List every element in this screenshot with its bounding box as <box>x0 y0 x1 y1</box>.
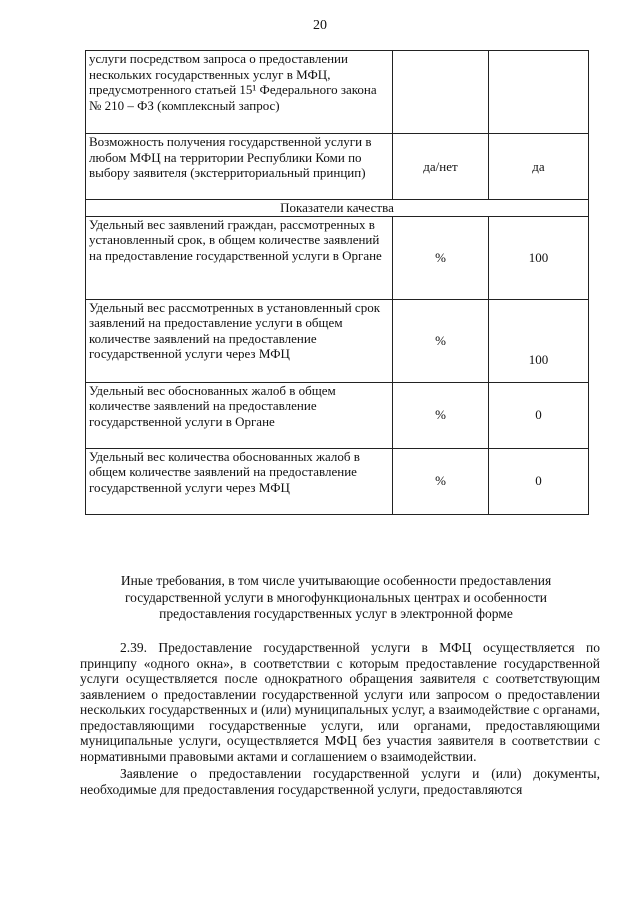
indicators-table <box>85 50 589 515</box>
indicator-cell: Удельный вес обоснованных жалоб в общем количестве заявлений на предоставление государственной услуги в Органе <box>86 382 393 448</box>
unit-cell: % <box>393 382 489 448</box>
value-cell: 100 <box>489 216 589 299</box>
value-cell: 0 <box>489 382 589 448</box>
indicator-cell: Возможность получения государственной услуги в любом МФЦ на территории Республики Коми по выбору заявителя (экстерриториальный принцип) <box>86 134 393 200</box>
paragraph: 2.39. Предоставление государственной услуги в МФЦ осуществляется по принципу «одного окна», в соответствии с которым предоставление государственной услуги осуществляется после однократного обращения заявителя с соответствующим заявлением о предоставлении государственной услуги или запросом о предоставлении нескольких государственных и (или) муниципальных услуг, а взаимодействие с органами, предоставляющими государственные услуги, или органами, предоставляющими муниципальные услуги, осуществляется МФЦ без участия заявителя в соответствии с нормативными правовыми актами и соглашением о взаимодействии. <box>80 640 600 764</box>
unit-cell: % <box>393 216 489 299</box>
table-row <box>86 51 589 134</box>
table-row <box>86 216 589 299</box>
unit-cell <box>393 51 489 134</box>
unit-cell: % <box>393 448 489 514</box>
table-row <box>86 134 589 200</box>
indicator-cell: Удельный вес количества обоснованных жалоб в общем количестве заявлений на предоставление государственной услуги через МФЦ <box>86 448 393 514</box>
section-row <box>86 200 589 217</box>
unit-cell: да/нет <box>393 134 489 200</box>
table-row <box>86 448 589 514</box>
paragraph: Заявление о предоставлении государственной услуги и (или) документы, необходимые для предоставления государственной услуги, предоставляются <box>80 766 600 797</box>
value-cell <box>489 51 589 134</box>
indicator-cell: услуги посредством запроса о предоставлении нескольких государственных услуг в МФЦ, предусмотренного статьей 15¹ Федерального закона № 210 – ФЗ (комплексный запрос) <box>86 51 393 134</box>
value-cell: да <box>489 134 589 200</box>
table-row <box>86 299 589 382</box>
body-text <box>80 640 600 797</box>
indicator-cell: Удельный вес заявлений граждан, рассмотренных в установленный срок, в общем количестве заявлений на предоставление государственной услуги в Органе <box>86 216 393 299</box>
value-cell: 0 <box>489 448 589 514</box>
section-heading: Иные требования, в том числе учитывающие особенности предоставления государственной услуги в многофункциональных центрах и особенности предоставления государственных услуг в электронной форме <box>120 573 552 621</box>
unit-cell: % <box>393 299 489 382</box>
section-title: Показатели качества <box>86 200 589 217</box>
value-cell: 100 <box>489 299 589 382</box>
indicator-cell: Удельный вес рассмотренных в установленный срок заявлений на предоставление услуги в общем количестве заявлений на предоставление государственной услуги через МФЦ <box>86 299 393 382</box>
table-row <box>86 382 589 448</box>
page-number: 20 <box>313 18 327 33</box>
